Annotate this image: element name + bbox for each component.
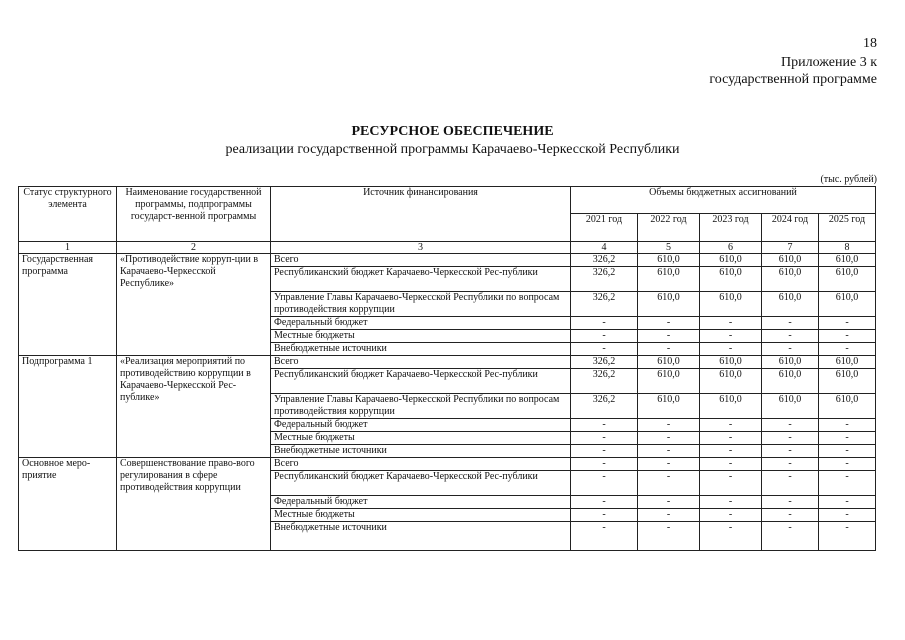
column-number: 3 <box>271 242 571 254</box>
column-number: 1 <box>19 242 117 254</box>
value-cell: - <box>638 509 700 522</box>
value-cell: - <box>819 496 876 509</box>
value-cell: - <box>762 432 819 445</box>
value-cell: 610,0 <box>638 369 700 394</box>
value-cell: 326,2 <box>571 292 638 317</box>
value-cell: 610,0 <box>762 267 819 292</box>
value-cell: 610,0 <box>762 254 819 267</box>
header-status: Статус структурного элемента <box>19 187 117 242</box>
funding-source-cell: Всего <box>271 356 571 369</box>
value-cell: 610,0 <box>762 369 819 394</box>
value-cell: 610,0 <box>700 369 762 394</box>
value-cell: 610,0 <box>638 254 700 267</box>
status-cell: Государственная программа <box>19 254 117 356</box>
appendix-note <box>709 54 877 88</box>
value-cell: - <box>571 458 638 471</box>
value-cell: - <box>638 445 700 458</box>
value-cell: 610,0 <box>638 356 700 369</box>
resource-table <box>18 186 876 551</box>
value-cell: 610,0 <box>819 356 876 369</box>
value-cell: - <box>638 317 700 330</box>
document-title: РЕСУРСНОЕ ОБЕСПЕЧЕНИЕ <box>351 124 554 139</box>
value-cell: 326,2 <box>571 356 638 369</box>
funding-source-cell: Внебюджетные источники <box>271 522 571 551</box>
header-year: 2022 год <box>638 214 700 242</box>
value-cell: - <box>819 471 876 496</box>
header-row <box>19 187 876 214</box>
value-cell: - <box>819 522 876 551</box>
funding-source-cell: Внебюджетные источники <box>271 445 571 458</box>
funding-source-cell: Управление Главы Карачаево-Черкесской Республики по вопросам противодействия коррупции <box>271 394 571 419</box>
value-cell: 610,0 <box>700 267 762 292</box>
value-cell: 610,0 <box>638 267 700 292</box>
value-cell: - <box>700 330 762 343</box>
status-cell: Подпрограмма 1 <box>19 356 117 458</box>
value-cell: 610,0 <box>819 267 876 292</box>
unit-note: (тыс. рублей) <box>820 174 877 185</box>
column-number: 4 <box>571 242 638 254</box>
value-cell: 610,0 <box>700 254 762 267</box>
value-cell: - <box>819 432 876 445</box>
value-cell: - <box>638 471 700 496</box>
appendix-line-1: Приложение 3 к <box>781 55 877 70</box>
value-cell: 326,2 <box>571 267 638 292</box>
funding-source-cell: Местные бюджеты <box>271 432 571 445</box>
value-cell: - <box>819 509 876 522</box>
value-cell: - <box>700 343 762 356</box>
value-cell: - <box>762 445 819 458</box>
value-cell: 610,0 <box>762 394 819 419</box>
value-cell: - <box>700 458 762 471</box>
value-cell: - <box>571 330 638 343</box>
value-cell: - <box>571 471 638 496</box>
value-cell: - <box>571 509 638 522</box>
value-cell: - <box>638 419 700 432</box>
value-cell: - <box>819 317 876 330</box>
value-cell: 610,0 <box>819 292 876 317</box>
value-cell: - <box>762 458 819 471</box>
header-year: 2023 год <box>700 214 762 242</box>
value-cell: - <box>638 432 700 445</box>
page-number: 18 <box>863 36 877 51</box>
header-source: Источник финансирования <box>271 187 571 242</box>
value-cell: - <box>762 343 819 356</box>
table-row <box>19 458 876 471</box>
column-number: 8 <box>819 242 876 254</box>
column-number-row <box>19 242 876 254</box>
value-cell: 610,0 <box>819 369 876 394</box>
value-cell: - <box>571 445 638 458</box>
value-cell: - <box>762 317 819 330</box>
column-number: 7 <box>762 242 819 254</box>
value-cell: - <box>762 419 819 432</box>
value-cell: - <box>819 419 876 432</box>
value-cell: 610,0 <box>638 292 700 317</box>
value-cell: 610,0 <box>762 292 819 317</box>
funding-source-cell: Республиканский бюджет Карачаево-Черкесской Рес-публики <box>271 369 571 394</box>
value-cell: 610,0 <box>819 254 876 267</box>
program-name-cell: Совершенствование право-вого регулирования в сфере противодействия коррупции <box>117 458 271 551</box>
value-cell: - <box>638 343 700 356</box>
value-cell: - <box>762 330 819 343</box>
program-name-cell: «Противодействие корруп-ции в Карачаево-Черкесской Республике» <box>117 254 271 356</box>
funding-source-cell: Федеральный бюджет <box>271 317 571 330</box>
value-cell: - <box>571 496 638 509</box>
value-cell: - <box>700 445 762 458</box>
appendix-line-2: государственной программе <box>709 72 877 87</box>
header-name: Наименование государственной программы, подпрограммы государст-венной программы <box>117 187 271 242</box>
value-cell: 326,2 <box>571 369 638 394</box>
funding-source-cell: Местные бюджеты <box>271 330 571 343</box>
value-cell: - <box>819 343 876 356</box>
header-year: 2024 год <box>762 214 819 242</box>
funding-source-cell: Всего <box>271 254 571 267</box>
value-cell: 610,0 <box>700 394 762 419</box>
column-number: 6 <box>700 242 762 254</box>
column-number: 2 <box>117 242 271 254</box>
value-cell: - <box>571 343 638 356</box>
value-cell: - <box>762 471 819 496</box>
value-cell: - <box>700 509 762 522</box>
value-cell: - <box>819 458 876 471</box>
value-cell: - <box>700 496 762 509</box>
value-cell: - <box>638 522 700 551</box>
value-cell: - <box>571 317 638 330</box>
value-cell: - <box>819 445 876 458</box>
value-cell: - <box>819 330 876 343</box>
funding-source-cell: Управление Главы Карачаево-Черкесской Республики по вопросам противодействия коррупции <box>271 292 571 317</box>
funding-source-cell: Всего <box>271 458 571 471</box>
value-cell: - <box>762 522 819 551</box>
value-cell: - <box>700 522 762 551</box>
value-cell: - <box>700 419 762 432</box>
document-subtitle: реализации государственной программы Карачаево-Черкесской Республики <box>225 142 680 157</box>
value-cell: - <box>700 432 762 445</box>
value-cell: 610,0 <box>700 356 762 369</box>
funding-source-cell: Федеральный бюджет <box>271 419 571 432</box>
value-cell: - <box>571 432 638 445</box>
funding-source-cell: Федеральный бюджет <box>271 496 571 509</box>
value-cell: - <box>638 458 700 471</box>
value-cell: - <box>638 496 700 509</box>
value-cell: 326,2 <box>571 394 638 419</box>
value-cell: - <box>638 330 700 343</box>
value-cell: 610,0 <box>700 292 762 317</box>
funding-source-cell: Республиканский бюджет Карачаево-Черкесской Рес-публики <box>271 471 571 496</box>
status-cell: Основное меро-приятие <box>19 458 117 551</box>
table-row <box>19 356 876 369</box>
value-cell: - <box>571 522 638 551</box>
value-cell: - <box>762 509 819 522</box>
program-name-cell: «Реализация мероприятий по противодействию коррупции в Карачаево-Черкесской Рес-публике» <box>117 356 271 458</box>
header-year: 2025 год <box>819 214 876 242</box>
column-number: 5 <box>638 242 700 254</box>
header-year: 2021 год <box>571 214 638 242</box>
value-cell: 610,0 <box>638 394 700 419</box>
funding-source-cell: Внебюджетные источники <box>271 343 571 356</box>
value-cell: - <box>700 471 762 496</box>
value-cell: 326,2 <box>571 254 638 267</box>
funding-source-cell: Республиканский бюджет Карачаево-Черкесской Рес-публики <box>271 267 571 292</box>
header-volumes: Объемы бюджетных ассигнований <box>571 187 876 214</box>
value-cell: - <box>762 496 819 509</box>
value-cell: - <box>571 419 638 432</box>
value-cell: 610,0 <box>762 356 819 369</box>
value-cell: - <box>700 317 762 330</box>
funding-source-cell: Местные бюджеты <box>271 509 571 522</box>
table-row <box>19 254 876 267</box>
value-cell: 610,0 <box>819 394 876 419</box>
